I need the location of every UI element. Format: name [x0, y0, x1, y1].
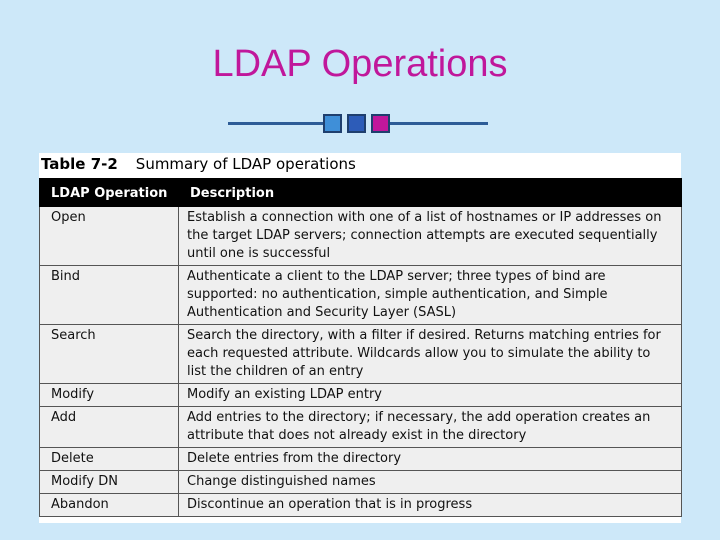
table-row — [40, 407, 682, 448]
ldap-operations-table — [39, 178, 682, 517]
table-header-row — [40, 179, 682, 207]
description-cell: Discontinue an operation that is in progress — [179, 494, 682, 517]
operation-cell: Modify — [40, 384, 179, 407]
header-ldap-operation: LDAP Operation — [40, 179, 179, 207]
divider-line-left — [228, 122, 324, 125]
description-cell: Delete entries from the directory — [179, 448, 682, 471]
table-row — [40, 266, 682, 325]
operation-cell: Search — [40, 325, 179, 384]
table-row — [40, 448, 682, 471]
description-cell: Change distinguished names — [179, 471, 682, 494]
divider-square-1 — [323, 114, 342, 133]
ldap-table-panel — [39, 153, 681, 523]
title-divider — [228, 113, 488, 133]
description-cell: Modify an existing LDAP entry — [179, 384, 682, 407]
operation-cell: Add — [40, 407, 179, 448]
operation-cell: Bind — [40, 266, 179, 325]
operation-cell: Abandon — [40, 494, 179, 517]
description-cell: Authenticate a client to the LDAP server; three types of bind are supported: no authentication, simple authentication, and Simple Authentication and Security Layer (SASL) — [179, 266, 682, 325]
description-cell: Search the directory, with a filter if desired. Returns matching entries for each requested attribute. Wildcards allow you to simulate the ability to list the children of an entry — [179, 325, 682, 384]
table-caption-text: Summary of LDAP operations — [135, 155, 356, 173]
divider-square-2 — [347, 114, 366, 133]
table-row — [40, 494, 682, 517]
divider-square-3 — [371, 114, 390, 133]
header-description: Description — [179, 179, 682, 207]
table-row — [40, 471, 682, 494]
table-caption — [41, 153, 356, 177]
slide-title: LDAP Operations — [212, 43, 508, 85]
table-caption-number: Table 7-2 — [41, 155, 118, 173]
table-row — [40, 325, 682, 384]
table-row — [40, 384, 682, 407]
operation-cell: Modify DN — [40, 471, 179, 494]
operation-cell: Delete — [40, 448, 179, 471]
description-cell: Add entries to the directory; if necessary, the add operation creates an attribute that does not already exist in the directory — [179, 407, 682, 448]
operation-cell: Open — [40, 207, 179, 266]
description-cell: Establish a connection with one of a list of hostnames or IP addresses on the target LDAP servers; connection attempts are executed sequentially until one is successful — [179, 207, 682, 266]
divider-line-right — [390, 122, 488, 125]
table-row — [40, 207, 682, 266]
